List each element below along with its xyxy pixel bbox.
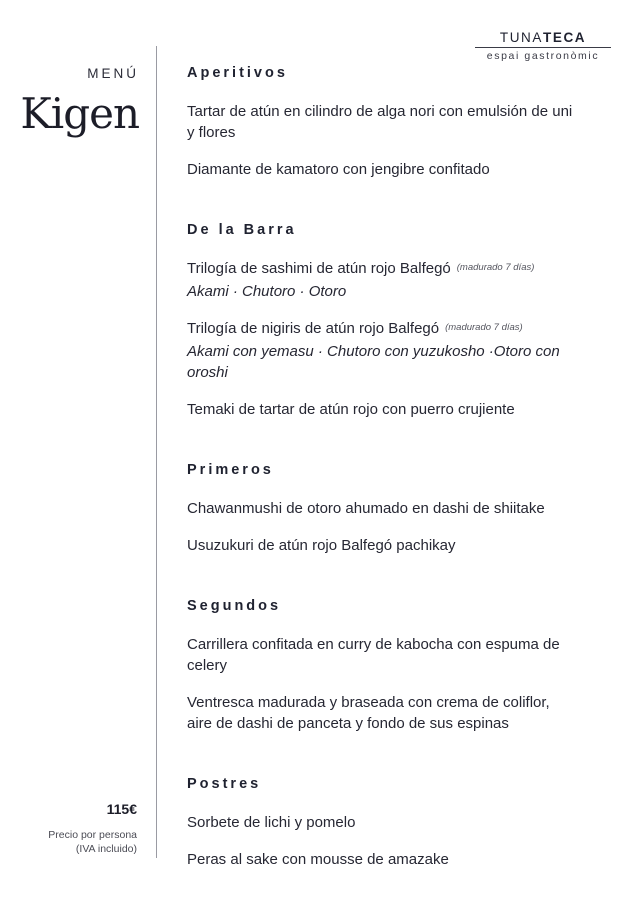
menu-item <box>187 812 577 833</box>
menu-item-text: Peras al sake con mousse de amazake <box>187 851 449 868</box>
menu-item <box>187 399 577 420</box>
price-note-line-1: Precio por persona <box>48 829 137 841</box>
brand-divider <box>475 47 611 48</box>
section-title-postres: Postres <box>187 776 262 792</box>
menu-item <box>187 258 577 302</box>
section-title-aperitivos: Aperitivos <box>187 65 288 81</box>
menu-item-note: (madurado 7 días) <box>456 262 535 273</box>
menu-item-text: Trilogía de nigiris de atún rojo Balfegó <box>187 320 440 337</box>
menu-item-text: Carrillera confitada en curry de kabocha con espuma de celery <box>187 636 560 674</box>
brand-name-light: TUNA <box>499 30 543 45</box>
menu-item-text: Ventresca madurada y braseada con crema de coliflor, aire de dashi de panceta y fondo de sus espinas <box>187 694 550 732</box>
price-amount: 115€ <box>106 801 137 817</box>
brand-name <box>475 30 611 46</box>
menu-item <box>187 692 577 734</box>
menu-item-subtext: Akami con yemasu · Chutoro con yuzukosho ·Otoro con oroshi <box>187 343 560 381</box>
section-title-primeros: Primeros <box>187 462 274 478</box>
brand-logo <box>475 30 611 62</box>
menu-name: Kigen <box>20 89 139 138</box>
menu-item-text: Trilogía de sashimi de atún rojo Balfegó <box>187 260 451 277</box>
menu-item-text: Chawanmushi de otoro ahumado en dashi de shiitake <box>187 500 545 517</box>
menu-item <box>187 159 577 180</box>
menu-item <box>187 318 577 383</box>
menu-item-text: Tartar de atún en cilindro de alga nori con emulsión de uni y flores <box>187 103 573 141</box>
section-title-de-la-barra: De la Barra <box>187 222 297 238</box>
menu-item <box>187 535 577 556</box>
menu-item <box>187 498 577 519</box>
menu-content <box>187 64 577 886</box>
brand-name-bold: TECA <box>543 30 587 45</box>
vertical-divider <box>156 46 157 858</box>
brand-tagline: espai gastronòmic <box>486 50 600 62</box>
section-title-segundos: Segundos <box>187 598 282 614</box>
menu-item-text: Sorbete de lichi y pomelo <box>187 814 356 831</box>
menu-item <box>187 849 577 870</box>
price-note <box>48 828 137 856</box>
menu-item <box>187 634 577 676</box>
menu-item-subtext: Akami · Chutoro · Otoro <box>187 283 347 300</box>
menu-item-note: (madurado 7 días) <box>445 322 523 333</box>
menu-item <box>187 101 577 143</box>
menu-item-text: Temaki de tartar de atún rojo con puerro crujiente <box>187 401 515 418</box>
menu-item-text: Diamante de kamatoro con jengibre confitado <box>187 161 490 178</box>
menu-label: MENÚ <box>87 66 139 81</box>
menu-item-text: Usuzukuri de atún rojo Balfegó pachikay <box>187 537 456 554</box>
price-note-line-2: (IVA incluido) <box>75 843 137 855</box>
